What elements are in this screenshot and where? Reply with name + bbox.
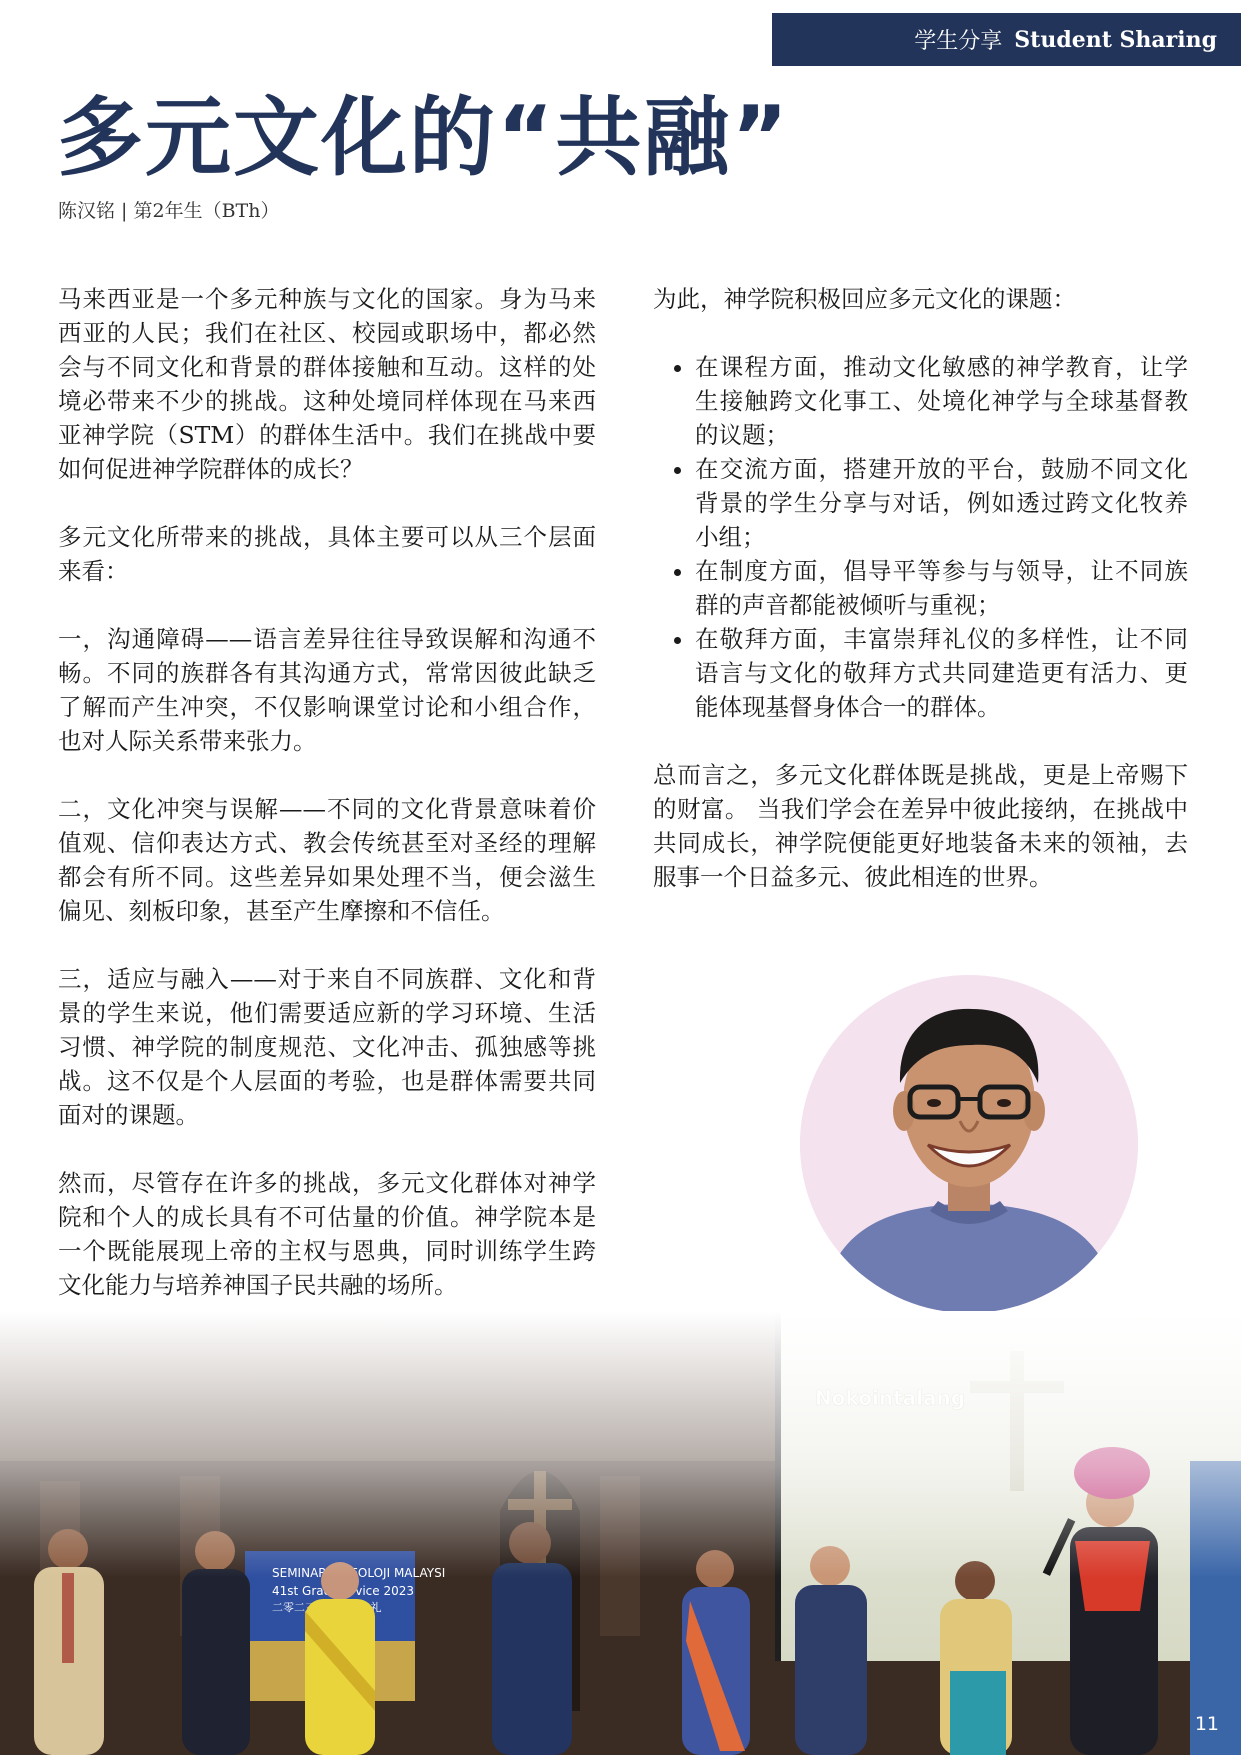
list-item-worship: • 在敬拜方面，丰富崇拜礼仪的多样性，让不同语言与文化的敬拜方式共同建造更有活力、更能体现基督身体合一的群体。 [695, 622, 1188, 724]
section-tab [772, 13, 1241, 66]
paragraph-adaptation: 三，适应与融入——对于来自不同族群、文化和背景的学生来说，他们需要适应新的学习环境、生活习惯、神学院的制度规范、文化冲击、孤独感等挑战。这不仅是个人层面的考验，也是群体需要共同面对的课题。 [58, 965, 596, 1129]
response-list [653, 350, 1188, 724]
list-item-institution: • 在制度方面，倡导平等参与与领导，让不同族群的声音都能被倾听与重视； [695, 554, 1188, 622]
author-byline: 陈汉铭 | 第2年生（BTh） [58, 200, 280, 222]
list-item-curriculum: • 在课程方面，推动文化敏感的神学教育，让学生接触跨文化事工、处境化神学与全球基督教的议题； [695, 350, 1188, 452]
group-photo [0, 1311, 1241, 1755]
group-photo-illustration [0, 1311, 1241, 1755]
paragraph-intro: 马来西亚是一个多元种族与文化的国家。身为马来西亚的人民；我们在社区、校园或职场中，都必然会与不同文化和背景的群体接触和互动。这样的处境必带来不少的挑战。这种处境同样体现在马来西亚神学院（STM）的群体生活中。我们在挑战中要如何促进神学院群体的成长？ [58, 285, 596, 483]
author-portrait [800, 975, 1138, 1313]
article-title: 多元文化的“共融” [57, 88, 791, 188]
section-label-chinese: 学生分享 [914, 29, 1003, 54]
portrait-illustration [800, 975, 1138, 1313]
list-item-exchange: • 在交流方面，搭建开放的平台，鼓励不同文化背景的学生分享与对话，例如透过跨文化牧养小组； [695, 452, 1188, 554]
left-column [58, 282, 596, 1336]
paragraph-response-intro: 为此，神学院积极回应多元文化的课题： [653, 285, 1076, 313]
paragraph-value: 然而，尽管存在许多的挑战，多元文化群体对神学院和个人的成长具有不可估量的价值。神学院本是一个既能展现上帝的主权与恩典，同时训练学生跨文化能力与培养神国子民共融的场所。 [58, 1169, 596, 1299]
section-label-english: Student Sharing [1014, 26, 1217, 53]
right-column [653, 282, 1188, 928]
page-number: 11 [1194, 1713, 1219, 1735]
paragraph-communication-barrier: 一，沟通障碍——语言差异往往导致误解和沟通不畅。不同的族群各有其沟通方式，常常因彼此缺乏了解而产生冲突，不仅影响课堂讨论和小组合作，也对人际关系带来张力。 [58, 625, 596, 755]
paragraph-conclusion: 总而言之，多元文化群体既是挑战，更是上帝赐下的财富。 当我们学会在差异中彼此接纳，在挑战中共同成长，神学院便能更好地装备未来的领袖，去服事一个日益多元、彼此相连的世界。 [653, 761, 1188, 891]
paragraph-cultural-conflict: 二，文化冲突与误解——不同的文化背景意味着价值观、信仰表达方式、教会传统甚至对圣经的理解都会有所不同。这些差异如果处理不当，便会滋生偏见、刻板印象，甚至产生摩擦和不信任。 [58, 795, 596, 925]
paragraph-challenges-overview: 多元文化所带来的挑战，具体主要可以从三个层面来看： [58, 523, 596, 585]
